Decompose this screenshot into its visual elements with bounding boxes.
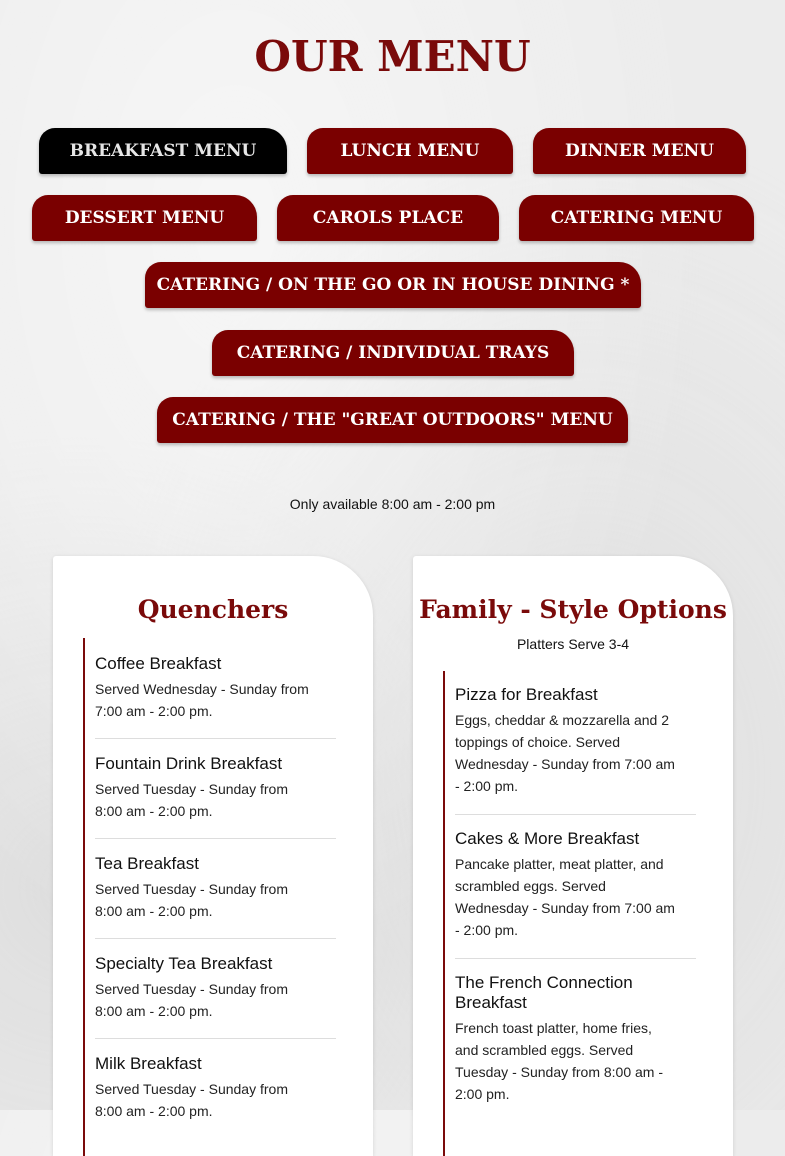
list-item [445,829,685,941]
tab-dinner-menu[interactable]: DINNER MENU [533,128,746,174]
list-item [85,754,336,822]
page-title: OUR MENU [254,32,531,81]
item-name: Milk Breakfast [95,1054,202,1073]
item-description-line: 2:00 pm. [455,1086,510,1102]
item-description-line: - 2:00 pm. [455,922,519,938]
item-description [95,678,336,722]
item-description-line: toppings of choice. Served [455,734,620,750]
divider [95,938,336,939]
tab-lunch-menu[interactable]: LUNCH MENU [307,128,513,174]
item-description-line: 8:00 am - 2:00 pm. [95,1003,213,1019]
item-description-line: Pancake platter, meat platter, and [455,856,664,872]
menu-section-family-style [413,556,733,1156]
list-item [445,973,685,1105]
item-description [455,709,685,797]
section-title: Quenchers [137,595,289,624]
item-name: Coffee Breakfast [95,654,222,673]
availability-note: Only available 8:00 am - 2:00 pm [289,496,496,512]
item-name-line: Breakfast [455,993,527,1012]
item-description-line: and scrambled eggs. Served [455,1042,634,1058]
item-description-line: 8:00 am - 2:00 pm. [95,803,213,819]
divider [95,838,336,839]
list-item [85,654,336,722]
item-description [95,878,336,922]
tab-catering-great-outdoors[interactable]: CATERING / THE "GREAT OUTDOORS" MENU [157,397,628,443]
section-title: Family - Style Options [419,595,727,624]
item-list [443,671,696,1156]
item-name: Pizza for Breakfast [455,685,598,704]
tab-breakfast-menu[interactable]: BREAKFAST MENU [39,128,287,174]
item-description-line: Served Wednesday - Sunday from [95,681,309,697]
tab-catering-on-the-go[interactable]: CATERING / ON THE GO OR IN HOUSE DINING * [145,262,641,308]
item-name: Tea Breakfast [95,854,199,873]
menu-section-quenchers [53,556,373,1156]
item-description-line: Eggs, cheddar & mozzarella and 2 [455,712,670,728]
item-description-line: 8:00 am - 2:00 pm. [95,1103,213,1119]
item-name [455,973,685,1013]
item-description-line: Tuesday - Sunday from 8:00 am - [455,1064,664,1080]
item-description-line: scrambled eggs. Served [455,878,606,894]
item-description [455,853,685,941]
tab-carols-place[interactable]: CAROLS PLACE [277,195,499,241]
divider [95,738,336,739]
item-description-line: Wednesday - Sunday from 7:00 am [455,900,675,916]
item-description-line: Served Tuesday - Sunday from [95,881,288,897]
list-item [85,854,336,922]
item-name: Fountain Drink Breakfast [95,754,283,773]
item-name: Cakes & More Breakfast [455,829,640,848]
item-description [95,778,336,822]
item-description-line: Served Tuesday - Sunday from [95,1081,288,1097]
item-name: Specialty Tea Breakfast [95,954,273,973]
divider [455,958,696,959]
item-description-line: Served Tuesday - Sunday from [95,981,288,997]
tab-dessert-menu[interactable]: DESSERT MENU [32,195,257,241]
item-description-line: Served Tuesday - Sunday from [95,781,288,797]
item-list [83,638,336,1156]
list-item [85,954,336,1022]
item-description-line: French toast platter, home fries, [455,1020,652,1036]
item-description-line: - 2:00 pm. [455,778,519,794]
list-item [85,1054,336,1122]
item-description-line: 8:00 am - 2:00 pm. [95,903,213,919]
item-description [95,978,336,1022]
divider [95,1038,336,1039]
divider [455,814,696,815]
list-item [445,685,685,797]
item-description [95,1078,336,1122]
tab-catering-menu[interactable]: CATERING MENU [519,195,754,241]
tab-catering-individual-trays[interactable]: CATERING / INDIVIDUAL TRAYS [212,330,574,376]
item-description-line: 7:00 am - 2:00 pm. [95,703,213,719]
section-subtitle: Platters Serve 3-4 [516,636,630,652]
item-description-line: Wednesday - Sunday from 7:00 am [455,756,675,772]
item-description [455,1017,685,1105]
item-name-line: The French Connection [455,973,633,992]
